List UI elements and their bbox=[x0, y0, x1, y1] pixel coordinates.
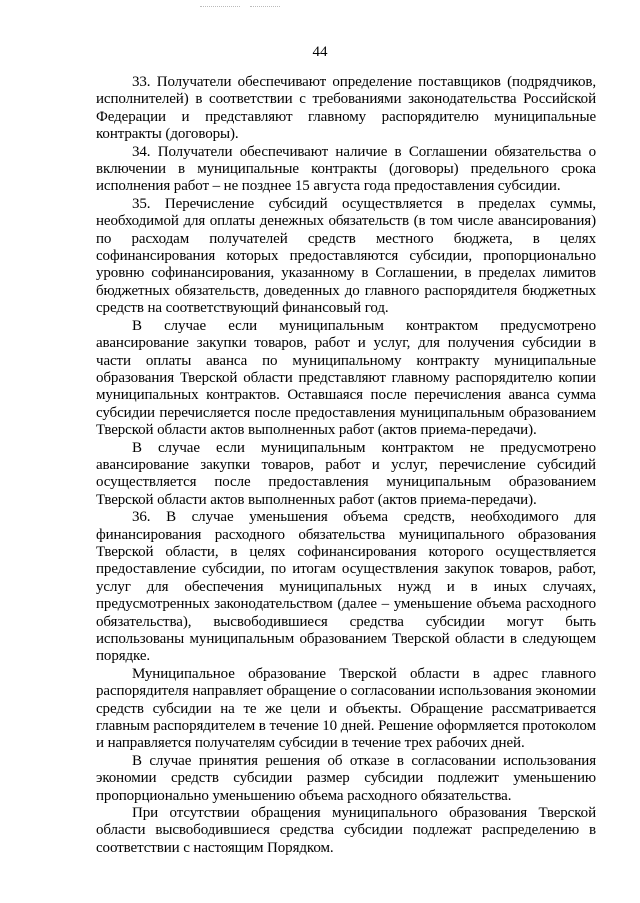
paragraph-36: 36. В случае уменьшения объема средств, необходимого для финансирования расходного обязательства муниципального образования Тверской области, в целях софинансирования которого осуществляется предоставление субсидии, по итогам осуществления закупок товаров, работ, услуг для обеспечения муниципальных нужд и в иных случаях, предусмотренных законодательством (далее – уменьшение объема расходного обязательства), высвободившиеся средства субсидии могут быть использованы муниципальным образованием Тверской области в следующем порядке. bbox=[96, 509, 596, 665]
paragraph-35-advance-case: В случае если муниципальным контрактом предусмотрено авансирование закупки товаров, работ и услуг, для получения субсидии в части оплаты аванса по муниципальному контракту муниципальные образования Тверской области представляют главному распорядителю копии муниципальных контрактов. Оставшаяся после перечисления аванса сумма субсидии перечисляется после предоставления муниципальным образованием Тверской области актов выполненных работ (актов приема-передачи). bbox=[96, 317, 596, 439]
paragraph-36-request: Муниципальное образование Тверской области в адрес главного распорядителя направляет обращение о согласовании использования экономии средств субсидии на те же цели и объекты. Обращение рассматривается главным распорядителем в течение 10 дней. Решение оформляется протоколом и направляется получателям субсидии в течение трех рабочих дней. bbox=[96, 665, 596, 752]
paragraph-36-refusal: В случае принятия решения об отказе в согласовании использования экономии средств субсидии размер субсидии подлежит уменьшению пропорционально уменьшению объема расходного обязательства. bbox=[96, 752, 596, 804]
page-number: 44 bbox=[312, 44, 328, 60]
document-body bbox=[96, 74, 596, 857]
scan-artifact-mark bbox=[200, 6, 240, 8]
paragraph-34: 34. Получатели обеспечивают наличие в Соглашении обязательства о включении в муниципальные контракты (договоры) предельного срока исполнения работ – не позднее 15 августа года предоставления субсидии. bbox=[96, 143, 596, 195]
paragraph-35-no-advance-case: В случае если муниципальным контрактом не предусмотрено авансирование закупки товаров, работ и услуг, перечисление субсидий осуществляется после предоставления муниципальным образованием Тверской области актов выполненных работ (актов приема-передачи). bbox=[96, 439, 596, 508]
paragraph-36-no-request: При отсутствии обращения муниципального образования Тверской области высвободившиеся средства субсидии подлежат распределению в соответствии с настоящим Порядком. bbox=[96, 805, 596, 856]
paragraph-35: 35. Перечисление субсидий осуществляется в пределах суммы, необходимой для оплаты денежных обязательств (в том числе авансирования) по расходам получателей средств местного бюджета, в целях софинансирования которых предоставляются субсидии, пропорционально уровню софинансирования, указанному в Соглашении, в пределах лимитов бюджетных обязательств, доведенных до главного распорядителя бюджетных средств на соответствующий финансовый год. bbox=[96, 195, 596, 317]
scan-artifact-mark bbox=[250, 6, 280, 8]
paragraph-33: 33. Получатели обеспечивают определение поставщиков (подрядчиков, исполнителей) в соответствии с требованиями законодательства Российской Федерации и представляют главному распорядителю муниципальные контракты (договоры). bbox=[96, 74, 596, 143]
